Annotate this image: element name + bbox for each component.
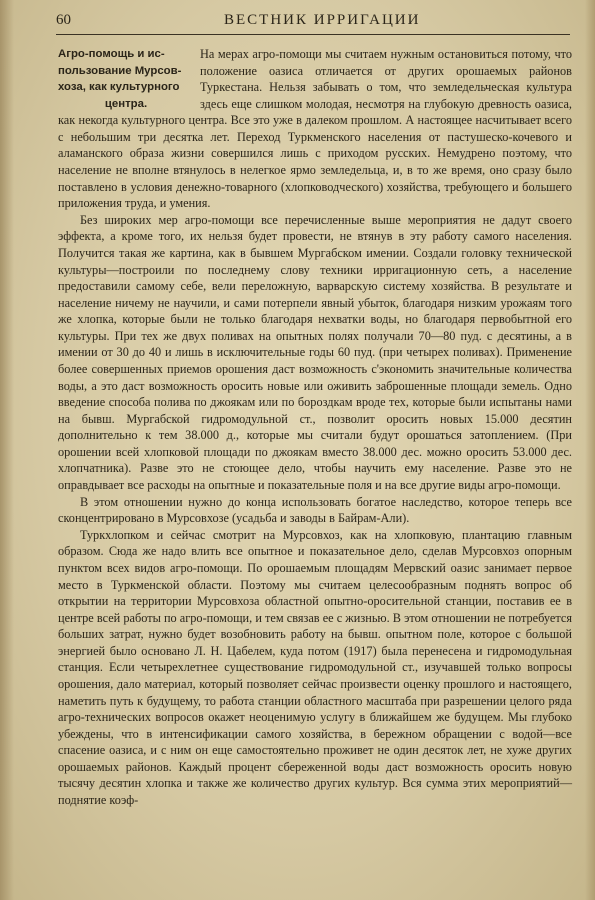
sidehead-line: пользование Мурсов-	[58, 64, 182, 77]
paragraph: Туркхлопком и сейчас смотрит на Мурсовхоз, как на хлопковую, плантацию главным образом. Сюда же надо влить все опытное и показательное дело, сделав Мурсовхоз опорным пунктом всех видов агро-помощи. По орошаемым площадям Мервский оазис занимает первое место в Туркменской области. Поэтому мы считаем целесообразным поднять вопрос об открытии на территории Мурсовхоза областной опытно-оросительной станции, поставив ее в центре всей работы по агро-помощи, и тем связав ее с жизнью. В этом отношении не потребуется больших затрат, нужно будет возобновить работу на бывш. опытном поле, которое с большой энергией было основано Л. Н. Цабелем, куда потом (1917) была перенесена и гидромодульная станция. Если четырехлетнее существование гидромодульной ст., изучавшей только вопросы орошения, дало материал, который позволяет сейчас произвести оценку прошлого и настоящего, наметить путь к будущему, то работа станции областного масштаба при разрешении целого ряда агро-технических вопросов окажет неоценимую услугу в ближайшем же будущем. Мы глубоко убеждены, что в интенсификации самого хозяйства, в бережном обращении с водой—все спасение оазиса, и с ним он еще самостоятельно проживет не один десяток лет, не хуже других орошаемых районов. Каждый процент сбереженной воды даст возможность оросить новую тысячу десятин хлопка и также же количество других культур. Вся сумма этих мероприятий—поднятие коэф-	[58, 527, 572, 808]
paragraph: В этом отношении нужно до конца использовать богатое наследство, которое теперь все сконцентрировано в Мурсовхозе (усадьба и заводы в Байрам-Али).	[58, 494, 572, 526]
page-header	[56, 12, 570, 35]
paragraph: На мерах агро-помощи мы считаем нужным остановиться потому, что положение оазиса отличается от других орошаемых районов Туркестана. Нельзя забывать о том, что земледельческая культура здесь еще слишком молодая, несмотря на глубокую древность оазиса, как некогда культурного центра. Все это уже в далеком прошлом. А настоящее насчитывает всего с небольшим три десятка лет. Переход Туркменского населения от пастушеско-кочевого и аламанского образа жизни совершился лишь с приходом русских. Немудрено поэтому, что население не вполне втянулось в нелегкое ярмо земледельца, и, в то же время, оно сразу было поставлено в условия денежно-товарного (хлопководческого) хозяйства, требующего и большего приложения труда, и умения.	[58, 47, 572, 211]
section-sidehead	[58, 46, 194, 112]
sidehead-line: хоза, как культурного	[58, 81, 180, 94]
article-body	[58, 46, 572, 809]
paragraph: Без широких мер агро-помощи все перечисленные выше мероприятия не дадут своего эффекта, а кроме того, их нельзя будет провести, не втянув в эту работу самого населения. Получится такая же картина, как в бывшем Мургабском имении. Создали головку технической культуры—построили по последнему слову техники ирригационную сеть, а население предоставили самому себе, вели переложную, варварскую систему хозяйства. В результате и население ничему не научили, и сами потерпели явный убыток, благодаря низким урожаям того же хлопка, которые были не только благодаря нехватки воды, но благодаря первобытной его культуры. При тех же двух поливах на опытных полях получали 70—80 пуд. с десятины, а в имении от 30 до 40 и лишь в исключительные годы 60 пуд. (при четырех поливах). Применение более совершенных приемов орошения даст возможность с'экономить значительные количества воды, а это даст возможность оросить новые или оживить заброшенные площади земель. Одно введение способа полива по джоякам или по бороздкам вроде тех, которые были испытаны нами на бывш. Мургабской гидромодульной ст., позволит оросить новых 15.000 десятин дополнительно к тем 38.000 д., которые мы считали будут орошаться затоплением. (При орошении всей хлопковой площади по джоякам вместо 38.000 дес. можно оросить 53.000 дес. хлопчатника). Разве это не стоющее дело, чтобы научить ему население. Разве это не оправдывает все расходы на опытные и показательные поля и на все другие виды агро-помощи.	[58, 212, 572, 493]
page-number: 60	[56, 12, 71, 28]
page-edge-shadow-right	[585, 0, 595, 900]
page-edge-shadow-left	[0, 0, 14, 900]
sidehead-line: Агро-помощь и ис-	[58, 48, 165, 60]
sidehead-line: центра.	[104, 97, 148, 110]
running-title: ВЕСТНИК ИРРИГАЦИИ	[224, 12, 421, 28]
